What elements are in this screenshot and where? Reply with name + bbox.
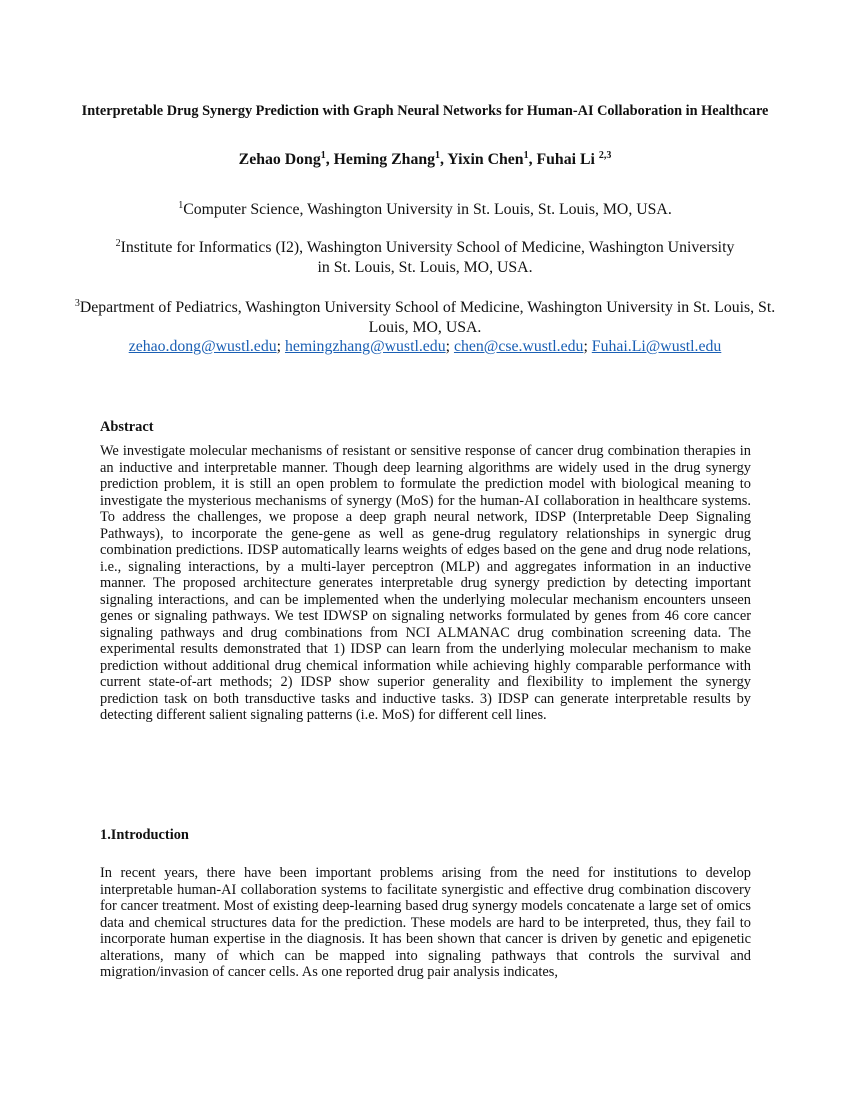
author-emails (60, 337, 790, 357)
author-name: Fuhai Li (536, 151, 595, 168)
email-separator: ; (276, 338, 285, 355)
author-affiliation-mark: 1 (320, 150, 326, 161)
author (334, 151, 440, 168)
paper-title: Interpretable Drug Synergy Prediction with Graph Neural Networks for Human-AI Collaboration in Healthcare (81, 103, 769, 119)
affiliation-text: Department of Pediatrics, Washington University School of Medicine, Washington University in St. Louis, St. Louis, MO, USA. (79, 299, 776, 336)
introduction-text: In recent years, there have been important problems arising from the need for institutions to develop interpretable human-AI collaboration systems to facilitate synergistic and effective drug combination discovery for cancer treatment. Most of existing deep-learning based drug synergy models concatenate a large set of omics data and chemical structures data for the prediction. These models are hard to be interpreted, thus, they fail to incorporate human expertise in the diagnosis. It has been shown that cancer is driven by genetic and epigenetic alterations, many of which can be mapped into signaling pathways that controls the survival and migration/invasion of cancer cells. As one reported drug pair analysis indicates, (100, 865, 751, 980)
affiliation-3 (60, 298, 790, 338)
author-affiliation-mark: 1 (435, 150, 441, 161)
email-link[interactable]: chen@cse.wustl.edu (453, 338, 584, 355)
email-link[interactable]: zehao.dong@wustl.edu (128, 338, 277, 355)
email-separator: ; (445, 338, 454, 355)
author-affiliation-mark: 2,3 (598, 150, 612, 161)
email-separator: ; (583, 338, 592, 355)
affiliation-text: Computer Science, Washington University in St. Louis, St. Louis, MO, USA. (183, 201, 672, 218)
author-list: Zehao Dong$^1$, Heming Zhang$^1$, Yixin Chen$^1$, Fuhai Li $^{2,3}$ (238, 150, 612, 168)
author-name: Zehao Dong (238, 151, 321, 168)
author (536, 151, 611, 168)
author (239, 151, 326, 168)
author-affiliation-mark: 1 (523, 150, 529, 161)
affiliation-mark: 2 (115, 238, 121, 249)
affiliation-mark: 1 (178, 200, 184, 211)
abstract-heading: Abstract (100, 419, 154, 435)
introduction-heading: 1.Introduction (100, 827, 189, 843)
affiliation-1 (60, 200, 790, 220)
affiliation-text: Institute for Informatics (I2), Washington University School of Medicine, Washington University in St. Louis, St. Louis, MO, USA. (120, 239, 735, 276)
affiliation-mark: 3 (74, 298, 80, 309)
abstract-text: We investigate molecular mechanisms of resistant or sensitive response of cancer drug combination therapies in an inductive and interpretable manner. Though deep learning algorithms are widely used in the drug synergy prediction problem, it is still an open problem to formulate the prediction model with biological meaning to investigate the mysterious mechanisms of synergy (MoS) for the human-AI collaboration in healthcare systems. To address the challenges, we propose a deep graph neural network, IDSP (Interpretable Deep Signaling Pathways), to incorporate the gene-gene as well as gene-drug regulatory relationships in synergic drug combination predictions. IDSP automatically learns weights of edges based on the gene and drug node relations, i.e., signaling interactions, by a multi-layer perceptron (MLP) and aggregates information in an inductive manner. The proposed architecture generates interpretable drug synergy prediction by detecting important signaling interactions, and can be implemented when the underlying molecular mechanism encounters unseen genes or signaling pathways. We test IDWSP on signaling networks formulated by genes from 46 core cancer signaling pathways and drug combinations from NCI ALMANAC drug combination screening data. The experimental results demonstrated that 1) IDSP can learn from the underlying molecular mechanism to make prediction without additional drug chemical information while achieving highly comparable performance with current state-of-art methods; 2) IDSP show superior generality and flexibility to implement the synergy prediction task on both transductive tasks and inductive tasks. 3) IDSP can generate interpretable results by detecting different salient signaling patterns (i.e. MoS) for different cell lines. (100, 443, 751, 723)
email-link[interactable]: Fuhai.Li@wustl.edu (591, 338, 722, 355)
email-link[interactable]: hemingzhang@wustl.edu (284, 338, 446, 355)
author-name: Yixin Chen (447, 151, 524, 168)
author (447, 151, 528, 168)
affiliation-2 (110, 238, 740, 278)
author-name: Heming Zhang (333, 151, 436, 168)
